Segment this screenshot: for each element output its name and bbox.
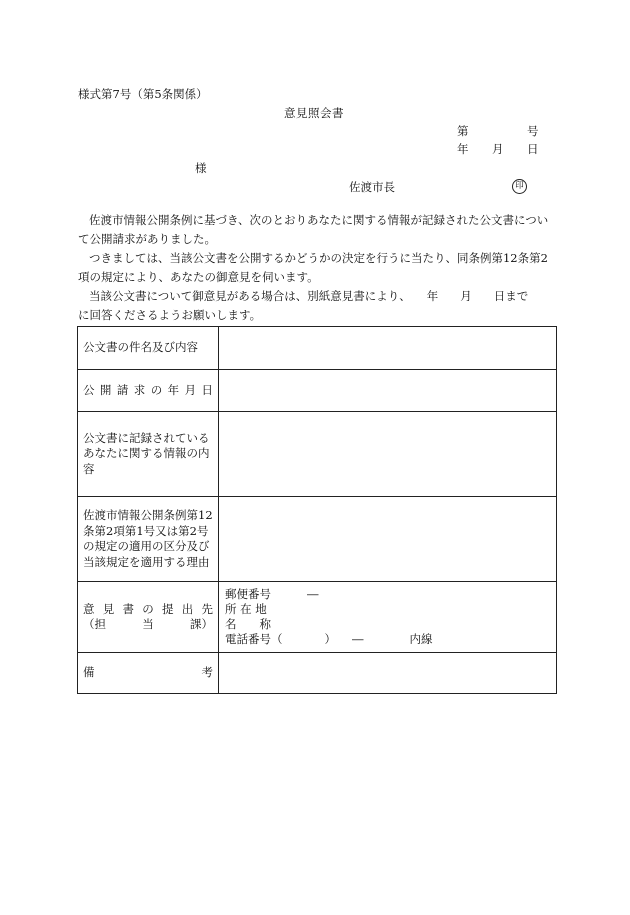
body-paragraph-2: つきましては、当該公文書を公開するかどうかの決定を行うに当たり、同条例第12条第2項の規定により、あなたの御意見を伺います。 xyxy=(78,251,548,284)
row-label-request-date: 公開請求の年月日 xyxy=(78,370,219,412)
document-title: 意見照会書 xyxy=(284,106,344,120)
table-row xyxy=(78,497,557,582)
row-value-personal-info[interactable] xyxy=(219,412,557,497)
form-reference: 様式第7号（第5条関係） xyxy=(78,87,208,101)
info-table xyxy=(77,326,557,694)
seal-mark: 印 xyxy=(512,179,527,194)
row-value-submission-office xyxy=(219,582,557,653)
row-value-request-date[interactable] xyxy=(219,370,557,412)
addressee-suffix: 様 xyxy=(195,161,207,175)
row-label-submission-office xyxy=(78,582,219,653)
doc-number-suffix: 号 xyxy=(527,124,539,138)
table-row xyxy=(78,327,557,370)
sender-name: 佐渡市長 xyxy=(349,180,395,194)
name-line[interactable]: 名 称 xyxy=(225,617,271,631)
table-row xyxy=(78,370,557,412)
submission-label-line2: （担 当 課） xyxy=(83,617,213,631)
table-row xyxy=(78,582,557,653)
date-year: 年 xyxy=(457,142,469,156)
table-row xyxy=(78,653,557,694)
row-label-applicable-provision: 佐渡市情報公開条例第12条第2項第1号又は第2号の規定の適用の区分及び当該規定を適用する理由 xyxy=(78,497,219,582)
body-paragraph-3: 当該公文書について御意見がある場合は、別紙意見書により、 年 月 日まで に回答くださるようお願いします。 xyxy=(78,289,529,322)
address-line[interactable]: 所 在 地 xyxy=(225,602,267,616)
postal-code-line[interactable]: 郵便番号 ― xyxy=(225,587,319,601)
row-value-applicable-provision[interactable] xyxy=(219,497,557,582)
row-label-personal-info: 公文書に記録されているあなたに関する情報の内容 xyxy=(78,412,219,497)
date-month: 月 xyxy=(492,142,504,156)
row-value-document-title[interactable] xyxy=(219,327,557,370)
row-value-remarks[interactable] xyxy=(219,653,557,694)
doc-number-prefix: 第 xyxy=(457,124,469,138)
body-paragraph-1: 佐渡市情報公開条例に基づき、次のとおりあなたに関する情報が記録された公文書について公開請求がありました。 xyxy=(78,213,549,246)
row-label-document-title: 公文書の件名及び内容 xyxy=(78,327,219,370)
submission-label-line1: 意見書の提出先 xyxy=(83,602,213,616)
date-day: 日 xyxy=(527,142,539,156)
row-label-remarks: 備考 xyxy=(78,653,219,694)
phone-line[interactable]: 電話番号（ ） ― 内線 xyxy=(225,632,433,646)
table-row xyxy=(78,412,557,497)
